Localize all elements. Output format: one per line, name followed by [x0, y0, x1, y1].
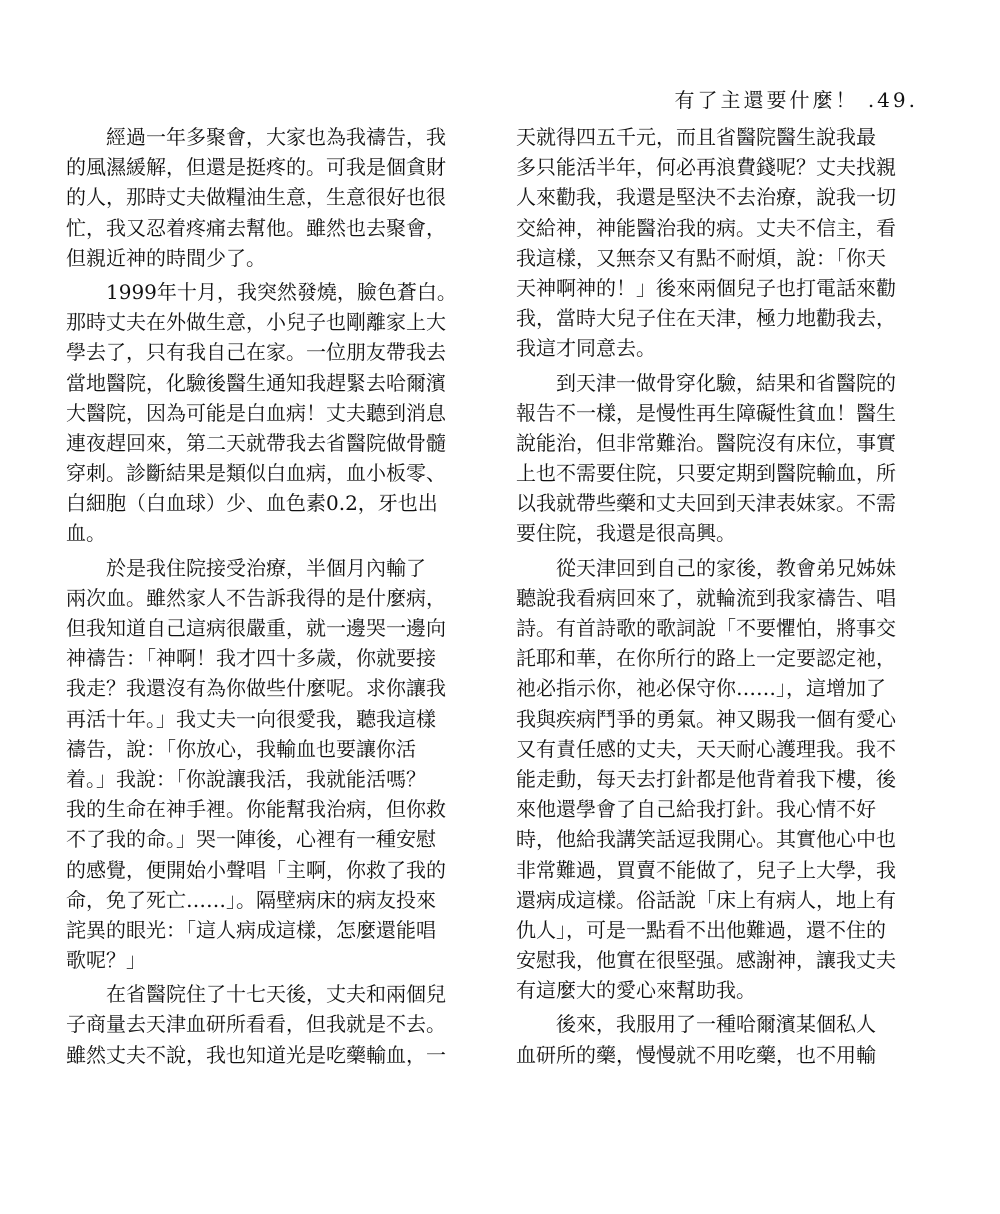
paragraph — [66, 979, 456, 1070]
text-line: 我這樣，又無奈又有點不耐煩，說：「你天 — [516, 245, 886, 270]
text-line: 仇人」，可是一點看不出他難過，還不住的 — [516, 917, 886, 942]
text-line: 神禱告：「神啊！我才四十多歲，你就要接 — [66, 646, 436, 671]
text-line: 着。」我說：「你說讓我活，我就能活嗎？ — [66, 766, 426, 791]
paragraph — [516, 368, 906, 549]
text-line: 說能治，但非常難治。醫院沒有床位，事實 — [516, 430, 896, 455]
text-line: 我這才同意去。 — [516, 336, 656, 361]
text-line: 但親近神的時間少了。 — [66, 245, 266, 270]
text-line: 血。 — [66, 521, 106, 546]
text-line: 多只能活半年，何必再浪費錢呢？丈夫找親 — [516, 155, 896, 180]
text-line: 天就得四五千元，而且省醫院醫生說我最 — [516, 125, 876, 149]
paragraph — [516, 1009, 906, 1069]
text-line: 那時丈夫在外做生意，小兒子也剛離家上大 — [66, 310, 446, 335]
text-line: 託耶和華，在你所行的路上一定要認定祂， — [516, 646, 896, 671]
right-text-column — [516, 122, 906, 1074]
text-line: 上也不需要住院，只要定期到醫院輸血，所 — [516, 461, 896, 486]
text-line: 大醫院，因為可能是白血病！丈夫聽到消息 — [66, 400, 446, 425]
running-header: 有了主還要什麼！ .49. — [674, 88, 918, 112]
text-line: 穿刺。診斷結果是類似白血病，血小板零、 — [66, 461, 446, 486]
text-line: 1999年十月，我突然發燒，臉色蒼白。 — [106, 279, 457, 304]
left-text-column — [66, 122, 456, 1074]
text-line: 禱告，說：「你放心，我輸血也要讓你活 — [66, 736, 416, 761]
text-line: 到天津一做骨穿化驗，結果和省醫院的 — [556, 370, 896, 395]
text-line: 後來，我服用了一種哈爾濱某個私人 — [556, 1012, 876, 1037]
text-line: 詩。有首詩歌的歌詞說「不要懼怕，將事交 — [516, 616, 896, 640]
text-line: 非常難過，買賣不能做了，兒子上大學，我 — [516, 857, 896, 882]
text-line: 我，當時大兒子住在天津，極力地勸我去， — [516, 306, 896, 331]
text-line: 再活十年。」我丈夫一向很愛我，聽我這樣 — [66, 706, 436, 731]
text-line: 雖然丈夫不說，我也知道光是吃藥輸血，一 — [66, 1042, 446, 1067]
text-line: 血研所的藥，慢慢就不用吃藥，也不用輸 — [516, 1042, 876, 1067]
text-line: 從天津回到自己的家後，教會弟兄姊妹 — [556, 555, 896, 580]
text-line: 連夜趕回來，第二天就帶我去省醫院做骨髓 — [66, 430, 446, 455]
text-line: 學去了，只有我自己在家。一位朋友帶我去 — [66, 340, 446, 365]
text-line: 我與疾病鬥爭的勇氣。神又賜我一個有愛心 — [516, 706, 896, 731]
paragraph — [516, 553, 906, 1006]
text-line: 於是我住院接受治療，半個月內輸了 — [106, 555, 426, 580]
text-line: 時，他給我講笑話逗我開心。其實他心中也 — [516, 827, 896, 852]
paragraph — [66, 277, 456, 549]
text-line: 來他還學會了自己給我打針。我心情不好 — [516, 797, 876, 822]
text-line: 當地醫院，化驗後醫生通知我趕緊去哈爾濱 — [66, 370, 446, 395]
text-line: 的風濕緩解，但還是挺疼的。可我是個貪財 — [66, 155, 446, 180]
text-line: 但我知道自己這病很嚴重，就一邊哭一邊向 — [66, 616, 446, 640]
text-line: 子商量去天津血研所看看，但我就是不去。 — [66, 1012, 446, 1037]
text-line: 忙，我又忍着疼痛去幫他。雖然也去聚會， — [66, 215, 446, 240]
text-line: 聽說我看病回來了，就輪流到我家禱告、唱 — [516, 585, 896, 610]
text-line: 祂必指示你，祂必保守你……」，這增加了 — [516, 676, 886, 701]
text-line: 要住院，我還是很高興。 — [516, 521, 736, 546]
text-line: 安慰我，他實在很堅强。感謝神，讓我丈夫 — [516, 948, 896, 973]
paragraph — [516, 122, 906, 364]
text-line: 經過一年多聚會，大家也為我禱告，我 — [106, 125, 446, 149]
text-line: 有這麼大的愛心來幫助我。 — [516, 978, 756, 1003]
text-line: 以我就帶些藥和丈夫回到天津表妹家。不需 — [516, 491, 896, 516]
text-line: 命，免了死亡……」。隔壁病床的病友投來 — [66, 887, 436, 912]
text-line: 又有責任感的丈夫，天天耐心護理我。我不 — [516, 736, 896, 761]
text-line: 天神啊神的！」後來兩個兒子也打電話來勸 — [516, 275, 896, 300]
text-line: 不了我的命。」哭一陣後，心裡有一種安慰 — [66, 827, 436, 852]
text-line: 報告不一樣，是慢性再生障礙性貧血！醫生 — [516, 400, 896, 425]
text-line: 人來勸我，我還是堅決不去治療，說我一切 — [516, 185, 896, 210]
paragraph — [66, 553, 456, 976]
paragraph — [66, 122, 456, 273]
text-line: 的感覺，便開始小聲唱「主啊，你救了我的 — [66, 857, 446, 882]
text-line: 歌呢？」 — [66, 948, 146, 973]
text-line: 的人，那時丈夫做糧油生意，生意很好也很 — [66, 185, 446, 210]
text-line: 我走？我還沒有為你做些什麼呢。求你讓我 — [66, 676, 446, 701]
text-line: 白細胞（白血球）少、血色素0.2，牙也出 — [66, 491, 438, 516]
text-line: 詫異的眼光：「這人病成這樣，怎麼還能唱 — [66, 917, 436, 942]
text-line: 交給神，神能醫治我的病。丈夫不信主，看 — [516, 215, 896, 240]
text-line: 還病成這樣。俗話說「床上有病人，地上有 — [516, 887, 896, 912]
text-line: 能走動，每天去打針都是他背着我下樓，後 — [516, 766, 896, 791]
text-line: 在省醫院住了十七天後，丈夫和兩個兒 — [106, 982, 446, 1007]
text-line: 我的生命在神手裡。你能幫我治病，但你救 — [66, 797, 446, 822]
text-line: 兩次血。雖然家人不告訴我得的是什麼病， — [66, 585, 446, 610]
